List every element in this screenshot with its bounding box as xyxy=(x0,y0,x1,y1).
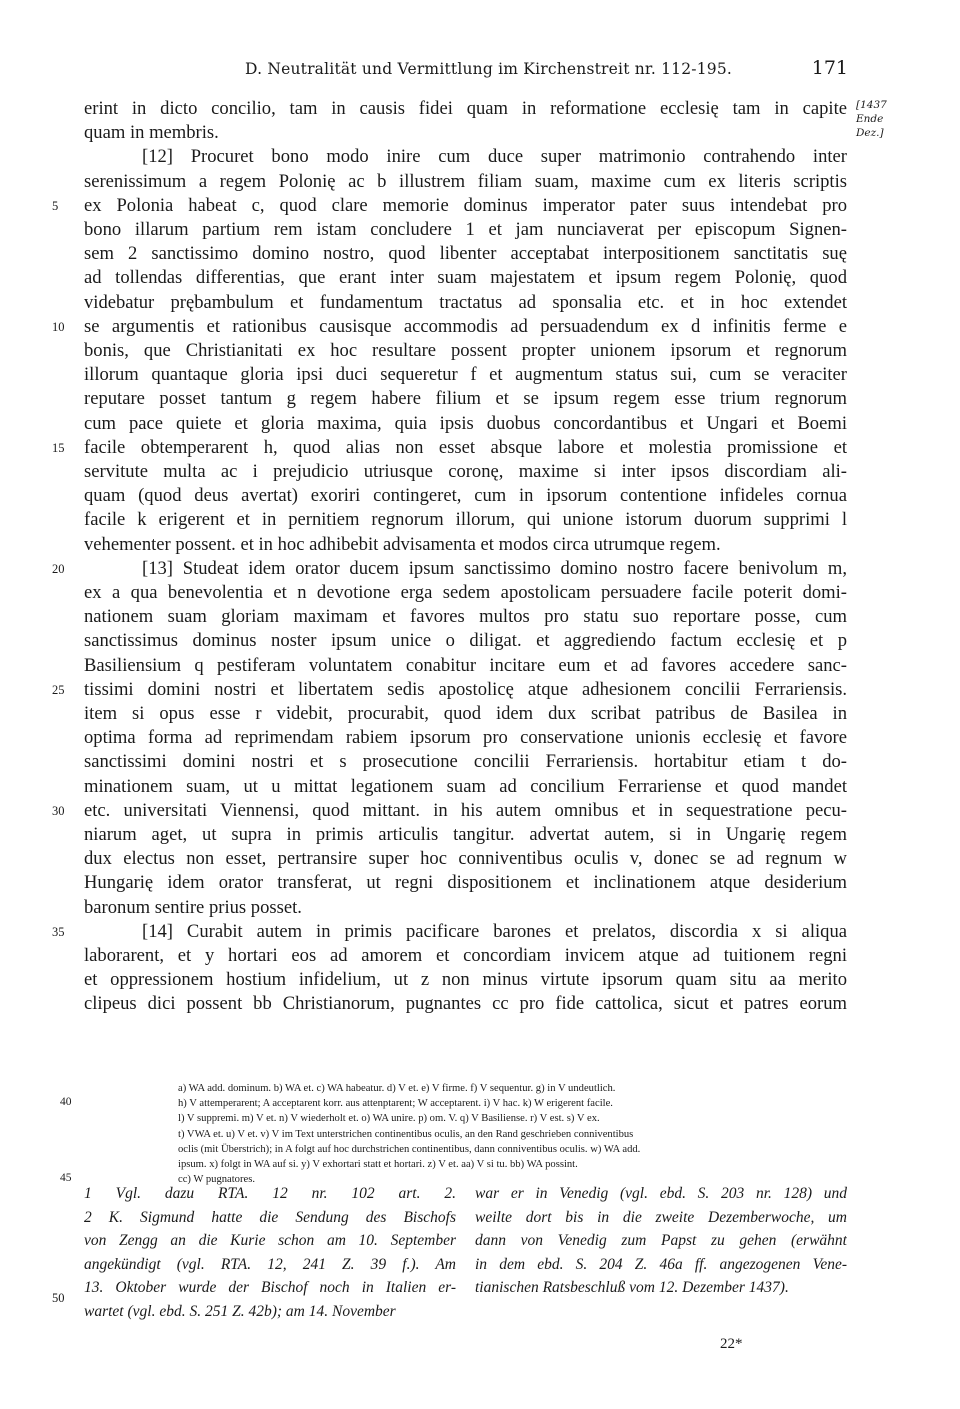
text-line: laborarent, et y hortari eos ad amorem et concordiam invicem atque ad tuitionem regni xyxy=(84,945,847,966)
text-line: ad tollendas differentias, que erant inter suam majestatem et ipsum regem Polonię, quod xyxy=(84,267,847,289)
footnote-line: tianischen Ratsbeschluß vom 12. Dezember 1437). xyxy=(475,1279,789,1296)
text-line: [14] Curabit autem in primis pacificare barones et prelatos, discordia x si aliqua xyxy=(142,920,847,942)
footnote-line-number: 50 xyxy=(52,1291,65,1305)
footnote-line: angekündigt (vgl. RTA. 12, 241 Z. 39 f.). Am xyxy=(84,1255,456,1273)
text-line: ex Polonia habeat c, quod clare memorie dominus imperator pater suus intendebat pro xyxy=(84,194,847,216)
text-line: facile obtemperarent h, quod alias non esset absque labore et molestia promissione et xyxy=(84,436,847,458)
line-number: 20 xyxy=(52,561,65,576)
text-line: nationem suam gloriam maximam et favores multos pro statu suo reportare posse, cum xyxy=(84,606,847,628)
line-number: 25 xyxy=(52,682,65,697)
text-line: clipeus dici possent bb Christianorum, pugnantes cc pro fide cattolica, sicut et patres eorum xyxy=(84,993,847,1015)
text-line: sem 2 sanctissimo domino nostro, quod libenter acceptabat interpositionem sanctitatis suę xyxy=(84,243,847,265)
text-line: vehementer possent. et in hoc adhibebit advisamenta et modos circa utrumque regem. xyxy=(84,533,721,555)
text-line: et oppressionem hostium infidelium, ut z non minus virtute ipsorum quam situ aa merito xyxy=(84,969,847,991)
footnote-line: 1 Vgl. dazu RTA. 12 nr. 102 art. 2. xyxy=(84,1185,456,1202)
margin-note-line: Ende xyxy=(856,113,884,125)
sheet-signature: 22* xyxy=(720,1336,743,1352)
text-line: minationem suam, ut u mittat legationem suam ad concilium Ferrariense et quod mandet xyxy=(84,775,847,797)
text-line: videbatur prębambulum et fundamentum tractatus ad sponsalia etc. et in hoc extendet xyxy=(84,291,847,313)
running-title: D. Neutralität und Vermittlung im Kirchenstreit nr. 112-195. xyxy=(245,60,733,78)
page-number: 171 xyxy=(811,57,848,79)
text-line: illorum quantaque gloria ipsi duci sequeretur f et augmentum status sui, cum se veraciter xyxy=(84,364,847,386)
text-line: etc. universitati Viennensi, quod mittant. in his autem omnibus et in sequestratione pecu- xyxy=(84,799,847,821)
footnote-line: 13. Oktober wurde der Bischof noch in Italien er- xyxy=(84,1279,456,1296)
line-number: 10 xyxy=(52,319,65,334)
text-line: quam in membris. xyxy=(84,122,219,144)
text-line: erint in dicto concilio, tam in causis fidei quam in reformatione ecclesię tam in capite xyxy=(84,98,847,119)
margin-note-line: [1437 xyxy=(856,99,887,111)
text-line: servitute multa ac i prejudicio utriusque coronę, maxime si inter ipsos discordiam ali- xyxy=(84,461,847,482)
running-header xyxy=(0,57,960,86)
apparatus-line-number: 45 xyxy=(60,1172,72,1185)
text-line: bonis, que Christianitati ex hoc resultare possent propter unionem ipsorum et regnorum xyxy=(84,340,847,361)
text-line: quam (quod deus avertat) exoriri contingeret, cum in ipsorum contentione infideles cornua xyxy=(84,485,847,507)
margin-note-line: Dez.] xyxy=(856,127,884,139)
text-line: [13] Studeat idem orator ducem ipsum sanctissimo domino nostro facere benivolum m, xyxy=(142,557,847,579)
footnote-line: 2 K. Sigmund hatte die Sendung des Bischofs xyxy=(84,1208,456,1226)
text-line: optima forma ad reprimendam rabiem ipsorum pro conservatione unionis ecclesię et favore xyxy=(84,727,847,749)
text-line: sanctissimus dominus noster ipsum unice o diligat. et aggrediendo factum ecclesię et p xyxy=(84,630,847,652)
footnote-line: in dem ebd. S. 204 Z. 46a ff. angezogenen Vene- xyxy=(475,1255,847,1273)
line-number: 35 xyxy=(52,924,65,939)
text-line: ex a qua benevolentia et n devotione erga sedem apostolicam persuadere facile poterit domi- xyxy=(84,582,847,603)
text-line: baronum sentire prius posset. xyxy=(84,896,302,918)
apparatus-line: t) VWA et. u) V et. v) V im Text unterstrichen continentibus oculis, an den Rand geschrieben conniventibus xyxy=(178,1128,634,1140)
text-line: cum pace quiete et gloria maxima, quia ipsis duobus concordantibus et Ungari et Boemi xyxy=(84,412,847,434)
text-line: Hungarię idem orator transferat, ut regni dispositionem et inclinationem atque desiderium xyxy=(84,872,847,894)
line-number: 5 xyxy=(52,198,59,213)
text-line: tissimi domini nostri et libertatem sedis apostolicę atque adhesionem concilii Ferrariensis. xyxy=(84,678,847,700)
text-line: Basiliensium q pestiferam voluntatem conabitur incitare eum et ad favores accedere sanc- xyxy=(84,654,847,676)
footnotes-right-column xyxy=(475,1182,847,1300)
text-line: reputare posset tantum g regem habere filium et se ipsum regem esse trium regnorum xyxy=(84,388,847,410)
footnote-line: wartet (vgl. ebd. S. 251 Z. 42b); am 14. November xyxy=(84,1302,396,1320)
text-line: bono illarum partium rem istam concludere 1 et jam nunciaverat per episcopum Signen- xyxy=(84,219,847,240)
text-line: facile k erigerent et in pernitiem regnorum illorum, qui unione istorum duorum supprimi l xyxy=(84,509,847,531)
text-line: niarum aget, ut supra in primis articulis tangitur. advertat autem, si in Ungarię regem xyxy=(84,824,847,845)
text-line: [12] Procuret bono modo inire cum duce super matrimonio contrahendo inter xyxy=(142,146,847,168)
text-line: item si opus esse r videbit, procurabit, quod idem dux scribat patribus de Basilea in xyxy=(84,703,847,724)
text-line: se argumentis et rationibus causisque accommodis ad persuadendum ex d infinitis ferme e xyxy=(84,315,847,337)
apparatus-line: cc) W pugnatores. xyxy=(178,1174,255,1186)
text-line: serenissimum a regem Polonię ac b illustrem filiam suam, maxime cum ex literis scriptis xyxy=(84,170,847,192)
margin-date-note xyxy=(856,98,916,140)
text-line: dux electus non esset, pertransire super hoc conniventibus oculis v, donec se ad regnum w xyxy=(84,848,847,870)
apparatus-line: h) V attemperarent; A acceptarent korr. aus attenptarent; W acceptarent. i) V hac. k) W erigerent facile. xyxy=(178,1098,613,1110)
apparatus-line: ipsum. x) folgt in WA auf si. y) V exhortari statt et hortari. z) V et. aa) V si tu. bb) WA possint. xyxy=(178,1159,578,1170)
line-number: 15 xyxy=(52,440,65,455)
apparatus-line: a) WA add. dominum. b) WA et. c) WA habeatur. d) V et. e) V firme. f) V sequentur. g) in V undeutlich. xyxy=(178,1083,616,1094)
footnote-line: war er in Venedig (vgl. ebd. S. 203 nr. 128) und xyxy=(475,1185,847,1202)
footnote-line: weilte dort bis in die zweite Dezemberwoche, um xyxy=(475,1208,847,1226)
text-line: sanctissimi domini nostri et s prosecutione concilii Ferrariensis. hortabitur etiam t do- xyxy=(84,751,847,773)
line-number: 30 xyxy=(52,803,65,818)
apparatus-line: l) V suppremi. m) V et. n) V wiederholt et. o) WA unire. p) om. V. q) V Basiliense. r) V est. s) V ex. xyxy=(178,1113,600,1125)
footnotes-left-column xyxy=(84,1182,456,1323)
apparatus-line: oclis (mit Überstrich); in A folgt auf hoc durchstrichen continentibus, dann conniventibus oculis. w) WA add. xyxy=(178,1143,641,1155)
apparatus-line-number: 40 xyxy=(60,1096,72,1109)
footnote-line: dann von Venedig zum Papst zu gehen (erwähnt xyxy=(475,1232,847,1249)
footnote-line: von Zengg an die Kurie schon am 10. September xyxy=(84,1232,456,1249)
